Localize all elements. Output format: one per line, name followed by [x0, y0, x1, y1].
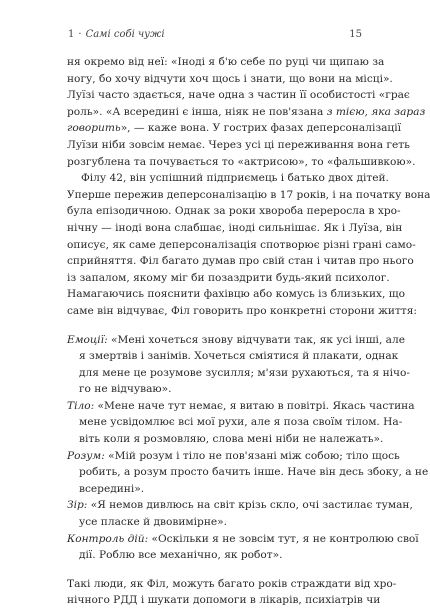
- quote-line: дії. Роблю все механічно, як робот».: [79, 549, 283, 562]
- part-number: 1: [68, 29, 75, 40]
- text-line: нічну — іноді вона слабшає, іноді сильнішає. Як і Луїза, він: [67, 221, 403, 234]
- text-line: Такі люди, як Філ, можуть багато років страждати від хро-: [67, 577, 397, 590]
- spacer: [67, 320, 363, 332]
- text-line: була епізодичною. Однак за роки хвороба переросла в хро-: [67, 205, 401, 218]
- text-line: розгублена та почувається то «актрисою», то «фальшивкою».: [67, 155, 416, 168]
- text-line: описує, як саме деперсоналізація спотворює різні грані само-: [67, 238, 416, 251]
- text-line: сприйняття. Філ багато думав про свій стан і читав про нього: [67, 255, 414, 268]
- quote-line: Зір: «Я немов дивлюсь на світ крізь скло, очі застилає туман,: [67, 499, 413, 512]
- quote-line: усе пласке й двовимірне».: [79, 516, 228, 529]
- quote-line: мене усвідомлює всі мої рухи, але я поза своїм тілом. На-: [79, 416, 403, 429]
- quote-line: робить, а розум просто бачить інше. Наче він десь збоку, а не: [79, 466, 429, 479]
- body-text: [67, 54, 430, 609]
- page-number: 15: [349, 29, 362, 40]
- quote-label: Емоції:: [67, 333, 108, 346]
- text-line: ногу, бо хочу відчути хоч щось і знати, що вони на місці».: [67, 72, 393, 85]
- quote-label: Зір:: [67, 499, 88, 512]
- quote-line: всередині».: [79, 482, 145, 495]
- text-line: Намагаючись пояснити фахівцю або комусь із близьких, що: [67, 288, 405, 301]
- text-line: нічного РДД і шукати допомоги в лікарів, психіатрів чи: [67, 594, 381, 607]
- quote-line: віть коли я розмовляю, слова мені ніби не належать».: [79, 433, 384, 446]
- quote-line: Контроль дій: «Оскільки я не зовсім тут, я не контролюю свої: [67, 532, 419, 545]
- quote-line: Розум: «Мій розум і тіло не пов'язані між собою; тіло щось: [67, 449, 400, 462]
- chapter-title: Самі собі чужі: [85, 29, 165, 40]
- running-head: [68, 29, 165, 40]
- quote-line: я змертвів і занімів. Хочеться сміятися й плакати, однак: [79, 350, 399, 363]
- text-line: Луїзи ніби зовсім немає. Через усі ці переживання вона геть: [67, 138, 410, 151]
- quote-line: го не відчуваю».: [79, 383, 172, 396]
- quote-label: Тіло:: [67, 399, 95, 412]
- quote-label: Контроль дій:: [67, 532, 149, 545]
- text-line: із запалом, якому міг би позаздрити будь-який психолог.: [67, 271, 390, 284]
- text-line: говорить», — каже вона. У гострих фазах деперсоналізації: [67, 122, 402, 135]
- quote-line: Тіло: «Мене наче тут немає, я витаю в повітрі. Якась частина: [67, 399, 415, 412]
- text-line: Уперше пережив деперсоналізацію в 17 років, і на початку вона: [67, 188, 430, 201]
- text-line: Луїзі часто здається, наче одна з частин її особистості «грає: [67, 89, 410, 102]
- text-line: саме він відчуває, Філ говорить про конкретні сторони життя:: [67, 304, 417, 317]
- separator: ·: [78, 29, 82, 40]
- text-line: Філу 42, він успішний підприємець і батько двох дітей.: [81, 172, 389, 185]
- quote-label: Розум:: [67, 449, 105, 462]
- text-line: роль». «А всередині є інша, ніяк не пов'язана з тією, яка зараз: [67, 105, 426, 118]
- quote-line: для мене це розумове зусилля; м'язи рухаються, та я нічо-: [79, 366, 410, 379]
- spacer: [67, 564, 363, 576]
- text-line: ня окремо від неї: «Іноді я б'ю себе по руці чи щипаю за: [67, 56, 385, 68]
- quote-line: Емоції: «Мені хочеться знову відчувати так, як усі інші, але: [67, 333, 405, 346]
